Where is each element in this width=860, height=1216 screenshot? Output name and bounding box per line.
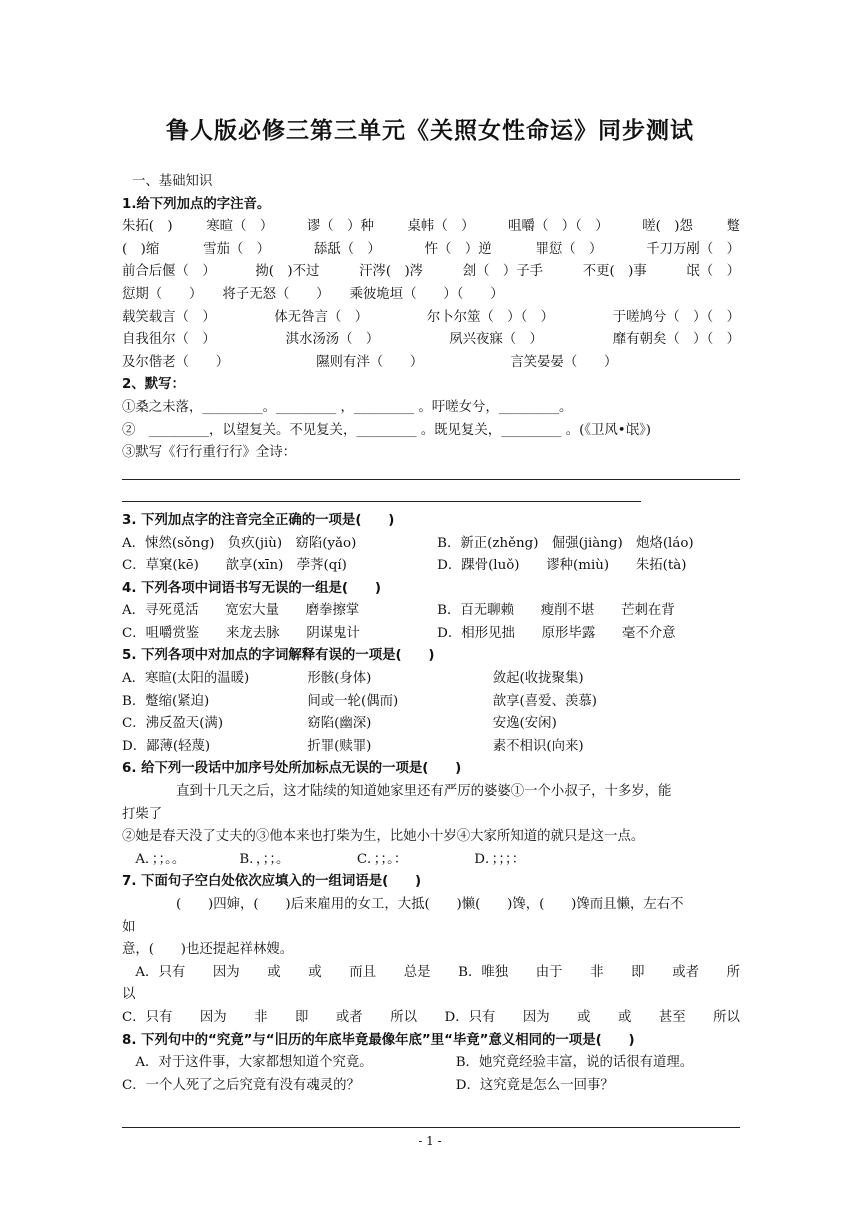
text-item: A．只有: [122, 964, 186, 980]
question-heading: 1.给下列加点的字注音。: [122, 196, 271, 212]
text-item: 桌帏（ ）: [407, 219, 475, 235]
text-line: [122, 533, 740, 556]
text-item: 淇水汤汤（ ）: [285, 332, 380, 348]
text-item: 不更( )事: [582, 264, 647, 280]
text-item: 间或一轮(偶而): [307, 693, 399, 709]
underline: [122, 465, 740, 480]
text-item: 或: [308, 964, 322, 980]
text-item: 非: [590, 964, 604, 980]
text-item: 所: [726, 964, 740, 980]
text-item: 氓（ ）: [686, 264, 740, 280]
section-heading: 一、基础知识: [132, 174, 213, 189]
text-line: [122, 713, 740, 736]
text-item: 安逸(安闲): [492, 716, 557, 732]
question-heading: 4. 下列各项中词语书写无误的一组是( ): [122, 580, 381, 596]
text-item: 载笑载言（ ）: [122, 309, 216, 325]
text-item: 拗( )不过: [255, 264, 320, 280]
text-item: A．对于这件事，大家都想知道个究竟。: [122, 1055, 373, 1071]
question-heading: 7. 下面句子空白处依次应填入的一组词语是( ): [122, 874, 422, 890]
text-line: [122, 239, 740, 262]
text-item: 或: [267, 964, 281, 980]
text-line: [122, 623, 740, 646]
text-line: 以: [122, 987, 136, 1003]
text-item: D．踝骨(luǒ) 谬种(miù) 朱拓(tà): [437, 558, 687, 574]
text-line: ①桑之未落，_________。_________ ，_________ 。吁嗟女兮，_________。: [122, 399, 573, 415]
text-item: 因为: [212, 964, 240, 980]
text-line: [122, 307, 740, 330]
text-item: 蹩: [726, 219, 740, 235]
text-item: 于嗟鸠兮（ ）（ ）: [612, 309, 740, 325]
text-line: [122, 1052, 740, 1075]
text-item: 甚至: [658, 1009, 686, 1025]
text-line: [122, 849, 740, 872]
text-item: 罪愆（ ）: [535, 241, 603, 257]
text-item: 折罪(赎罪): [307, 738, 372, 754]
question-heading: 6. 给下列一段话中加序号处所加标点无误的一项是( ): [122, 761, 462, 777]
question-heading: 5. 下列各项中对加点的字词解释有误的一项是( ): [122, 648, 435, 664]
text-line: [122, 736, 740, 759]
text-line: [122, 600, 740, 623]
text-item: 千刀万剐（ ）: [646, 241, 740, 257]
text-line: ③默写《行行重行行》全诗：: [122, 445, 297, 461]
text-item: 非: [254, 1009, 268, 1025]
text-line: [122, 668, 740, 691]
text-line: [122, 261, 740, 284]
text-item: 自我徂尔（ ）: [122, 332, 216, 348]
text-item: B．新正(zhěng) 倔强(jiàng) 炮烙(láo): [437, 535, 694, 551]
text-line: [122, 329, 740, 352]
text-line: 意，( )也还提起祥林嫂。: [122, 942, 294, 958]
text-item: 谬（ ）种: [306, 219, 374, 235]
text-line: [122, 1075, 740, 1098]
text-line: 直到十几天之后，这才陆续的知道她家里还有严厉的婆婆①一个小叔子，十多岁，能: [176, 784, 672, 800]
text-line: [122, 1007, 740, 1030]
text-line: 如: [122, 919, 136, 935]
answer-blank-line: [122, 487, 740, 510]
text-item: 靡有朝矣（ ）（ ）: [612, 332, 740, 348]
text-item: D．只有: [444, 1009, 496, 1025]
text-line: [122, 216, 740, 239]
footer-rule: [122, 1127, 740, 1128]
text-item: 形骸(身体): [307, 671, 372, 687]
text-item: 因为: [199, 1009, 227, 1025]
text-item: 或: [577, 1009, 591, 1025]
text-item: 即: [295, 1009, 309, 1025]
text-line: ( )四婶，( )后来雇用的女工，大抵( )懒( )馋，( )馋而且懒，左右不: [176, 897, 684, 912]
text-item: 汗涔( )涔: [359, 264, 424, 280]
text-item: 尔卜尔筮（ ）（ ）: [426, 309, 555, 325]
text-item: C．只有: [122, 1009, 173, 1025]
text-item: 因为: [522, 1009, 550, 1025]
text-item: B．她究竟经验丰富，说的话很有道理。: [455, 1055, 694, 1071]
text-item: C．沸反盈天(满): [122, 716, 224, 732]
text-item: 舔舐（ ）: [313, 241, 381, 257]
text-item: B．，；；。: [239, 851, 290, 867]
question-heading: 3. 下列加点字的注音完全正确的一项是( ): [122, 512, 395, 528]
text-item: 所以: [390, 1009, 417, 1025]
text-item: 窈陷(幽深): [307, 716, 372, 732]
text-item: 朱拓( ): [122, 219, 173, 235]
text-item: 忤（ ）逆: [424, 241, 492, 257]
text-item: D．这究竟是怎么一回事？: [455, 1077, 614, 1093]
text-line: 及尔偕老（ ） 隰则有泮（ ） 言笑晏晏（ ）: [122, 354, 618, 370]
text-item: 由于: [535, 964, 563, 980]
text-item: A．寒暄(太阳的温暖): [122, 671, 250, 687]
text-item: A．悚然(sǒng) 负疚(jiù) 窈陷(yǎo): [122, 535, 357, 551]
text-item: 所以: [713, 1009, 740, 1025]
text-item: 敛起(收拢聚集): [492, 671, 584, 687]
text-item: 而且: [349, 964, 377, 980]
text-item: 或者: [335, 1009, 363, 1025]
text-item: D．；；；：: [474, 851, 526, 867]
text-item: C．咀嚼赏鉴 来龙去脉 阴谋鬼计: [122, 625, 360, 641]
text-item: A．；；。。: [122, 851, 186, 867]
text-item: 前合后偃（ ）: [122, 264, 216, 280]
document-title: 鲁人版必修三第三单元《关照女性命运》同步测试: [166, 118, 694, 144]
text-item: C．草窠(kē) 歆享(xīn) 荸荠(qí): [122, 558, 347, 574]
text-item: 或: [618, 1009, 632, 1025]
text-item: 咀嚼（ ）（ ）: [508, 219, 609, 235]
text-item: 总是: [403, 964, 431, 980]
text-line: [122, 962, 740, 985]
answer-blank-line: [122, 465, 740, 488]
text-item: A．寻死觅活 宽宏大量 磨拳擦掌: [122, 603, 360, 619]
page-number: - 1 -: [418, 1134, 442, 1148]
text-line: [122, 555, 740, 578]
text-item: 体无咎言（ ）: [274, 309, 369, 325]
text-item: ( )缩: [122, 241, 160, 257]
question-heading: 2、默写：: [122, 377, 185, 393]
text-item: B．蹩缩(紧迫): [122, 693, 210, 709]
text-item: 夙兴夜寐（ ）: [449, 332, 543, 348]
text-line: 愆期（ ） 将子无怒（ ） 乘彼垝垣（ ）（ ）: [122, 286, 504, 302]
text-line: ②她是春天没了丈夫的③他本来也打柴为生，比她小十岁④大家所知道的就只是这一点。: [122, 829, 645, 845]
text-line: ② _________，以望复关。不见复关，_________ 。既见复关，_________ 。(《卫风•氓》): [122, 422, 651, 438]
question-heading: 8. 下列句中的“究竟”与“旧历的年底毕竟最像年底”里“毕竟”意义相同的一项是( ): [122, 1032, 635, 1048]
text-item: 嗟( )怨: [642, 219, 693, 235]
text-line: [122, 691, 740, 714]
text-item: D．鄙薄(轻蔑): [122, 738, 211, 754]
document-body: [122, 171, 740, 1097]
text-item: B．百无聊赖 瘦削不堪 芒刺在背: [437, 603, 675, 619]
text-item: 即: [631, 964, 645, 980]
text-item: 素不相识(向来): [492, 738, 584, 754]
text-item: C．一个人死了之后究竟有没有魂灵的？: [122, 1077, 360, 1093]
text-item: 寒暄（ ）: [206, 219, 274, 235]
text-item: C．；；。：: [356, 851, 408, 867]
text-item: 雪茄（ ）: [203, 241, 271, 257]
text-item: 歆享(喜爱、羡慕): [492, 693, 597, 709]
text-item: D．相形见拙 原形毕露 毫不介意: [437, 625, 676, 641]
text-item: 刽（ ）子手: [462, 264, 544, 280]
text-item: 或者: [672, 964, 699, 980]
text-item: B．唯独: [458, 964, 509, 980]
text-line: 打柴了: [122, 806, 163, 822]
underline: [122, 487, 641, 502]
